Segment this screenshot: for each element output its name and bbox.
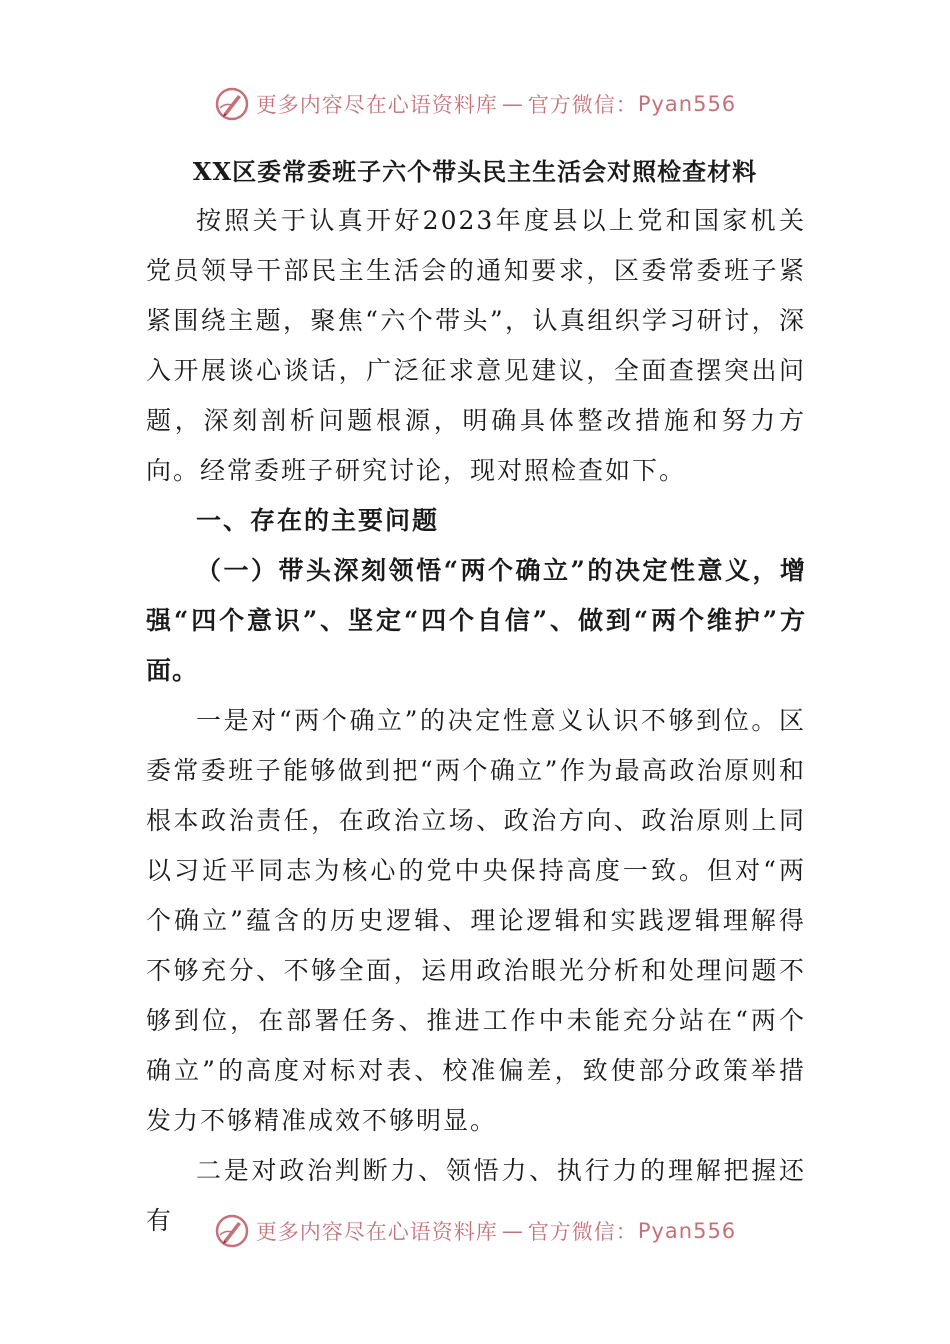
watermark-wechat-id: Pyan556 bbox=[637, 1219, 737, 1243]
watermark-official: 官方微信： bbox=[527, 1220, 638, 1244]
pen-logo-icon bbox=[214, 1213, 250, 1249]
watermark-text: 更多内容尽在心语资料库 bbox=[255, 1220, 498, 1244]
intro-paragraph: 按照关于认真开好2023年度县以上党和国家机关党员领导干部民主生活会的通知要求，区委常委班子紧紧围绕主题，聚焦“六个带头”，认真组织学习研讨，深入开展谈心谈话，广泛征求意见建议，全面查摆突出问题，深刻剖析问题根源，明确具体整改措施和努力方向。经常委班子研究讨论，现对照检查如下。 bbox=[146, 206, 806, 485]
watermark-separator: — bbox=[501, 1219, 524, 1243]
section-heading: 一、存在的主要问题 bbox=[196, 506, 440, 535]
watermark-wechat-id: Pyan556 bbox=[637, 92, 737, 116]
watermark-separator: — bbox=[501, 92, 524, 116]
document-body bbox=[146, 196, 806, 1246]
watermark-header bbox=[0, 84, 950, 124]
document-title: XX区委常委班子六个带头民主生活会对照检查材料 bbox=[192, 157, 758, 186]
watermark-official: 官方微信： bbox=[527, 93, 638, 117]
watermark-footer bbox=[0, 1211, 950, 1251]
watermark-text: 更多内容尽在心语资料库 bbox=[255, 93, 498, 117]
point-paragraph-1: 一是对“两个确立”的决定性意义认识不够到位。区委常委班子能够做到把“两个确立”作为最高政治原则和根本政治责任，在政治立场、政治方向、政治原则上同以习近平同志为核心的党中央保持高度一致。但对“两个确立”蕴含的历史逻辑、理论逻辑和实践逻辑理解得不够充分、不够全面，运用政治眼光分析和处理问题不够到位，在部署任务、推进工作中未能充分站在“两个确立”的高度对标对表、校准偏差，致使部分政策举措发力不够精准成效不够明显。 bbox=[146, 706, 806, 1135]
subsection-heading: （一）带头深刻领悟“两个确立”的决定性意义，增强“四个意识”、坚定“四个自信”、做到“两个维护”方面。 bbox=[146, 556, 806, 685]
pen-logo-icon bbox=[214, 86, 250, 122]
point-paragraph-2: 二是对政治判断力、领悟力、执行力的理解把握还有 bbox=[146, 1156, 806, 1235]
